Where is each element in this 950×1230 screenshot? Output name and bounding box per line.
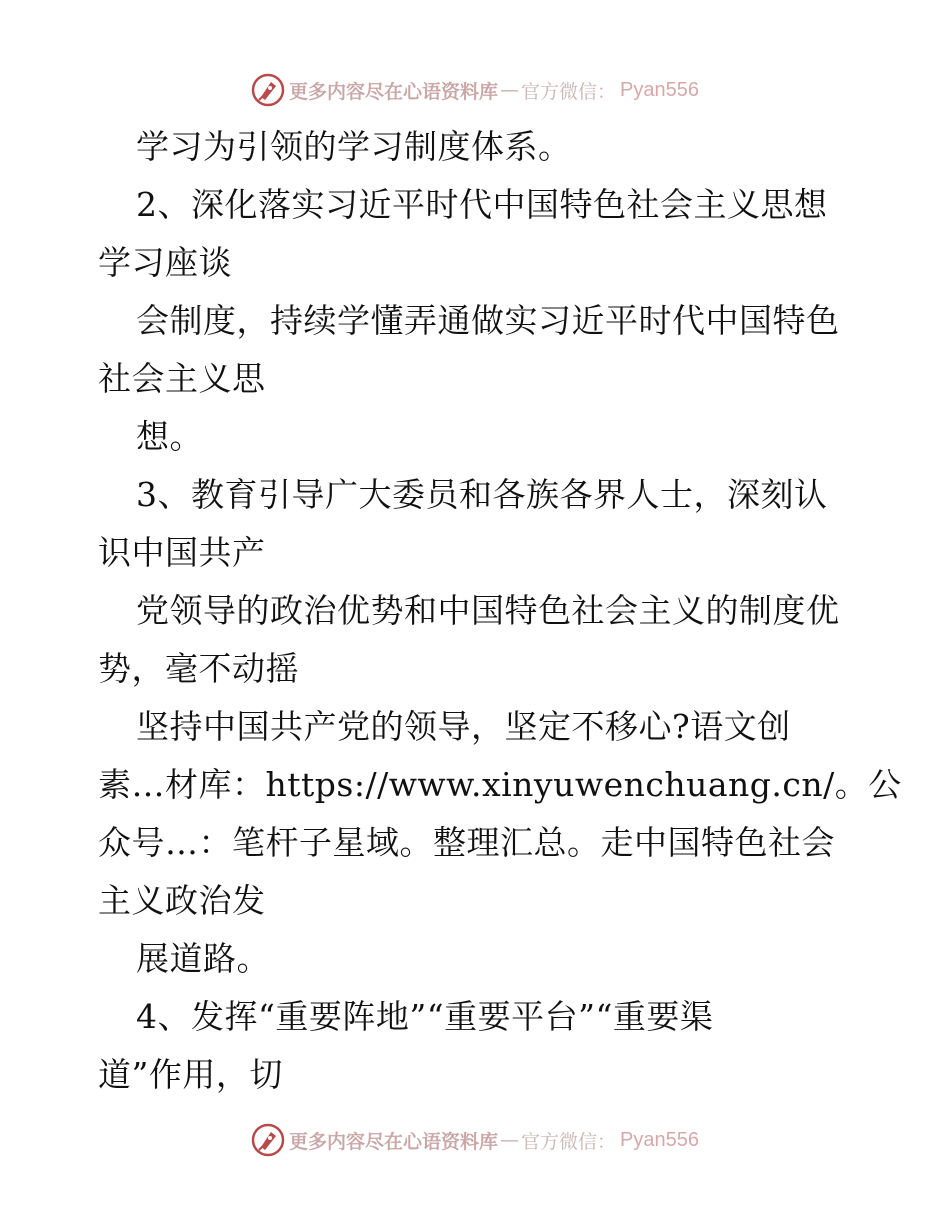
footer-wechat-id: Pyan556: [620, 1128, 699, 1151]
body-line: 势，毫不动摇: [98, 649, 299, 688]
body-line: 素…材库：https://www.xinyuwenchuang.cn/。公: [98, 765, 902, 804]
footer-banner: [0, 1120, 950, 1160]
body-line: 会制度，持续学懂弄通做实习近平时代中国特色: [136, 301, 840, 340]
pen-nib-circle-icon: [251, 1123, 285, 1157]
body-line: 众号…：笔杆子星域。整理汇总。走中国特色社会: [98, 823, 835, 862]
body-line: 学习为引领的学习制度体系。: [136, 127, 572, 166]
header-banner: [0, 70, 950, 110]
document-body: [98, 118, 902, 1104]
body-line: 主义政治发: [98, 881, 266, 920]
header-wechat-id: Pyan556: [620, 78, 699, 101]
body-line: 党领导的政治优势和中国特色社会主义的制度优: [136, 591, 840, 630]
pen-nib-circle-icon: [251, 73, 285, 107]
header-separator: —: [500, 79, 520, 101]
body-line: 想。: [136, 417, 203, 456]
body-line: 学习座谈: [98, 243, 232, 282]
body-line: 社会主义思: [98, 359, 266, 398]
body-line: 道”作用，切: [98, 1055, 283, 1094]
body-line: 识中国共产: [98, 533, 266, 572]
body-line: 2、深化落实习近平时代中国特色社会主义思想: [136, 185, 828, 224]
body-line: 展道路。: [136, 939, 270, 978]
header-wechat-label: 官方微信：: [521, 80, 617, 103]
body-line: 4、发挥“重要阵地”“重要平台”“重要渠: [136, 997, 714, 1036]
footer-separator: —: [500, 1129, 520, 1151]
body-line: 坚持中国共产党的领导，坚定不移心?语文创: [136, 707, 791, 746]
header-brand-text: 更多内容尽在心语资料库: [289, 80, 499, 103]
footer-wechat-label: 官方微信：: [521, 1130, 617, 1153]
body-line: 3、教育引导广大委员和各族各界人士，深刻认: [136, 475, 828, 514]
footer-brand-text: 更多内容尽在心语资料库: [289, 1130, 499, 1153]
